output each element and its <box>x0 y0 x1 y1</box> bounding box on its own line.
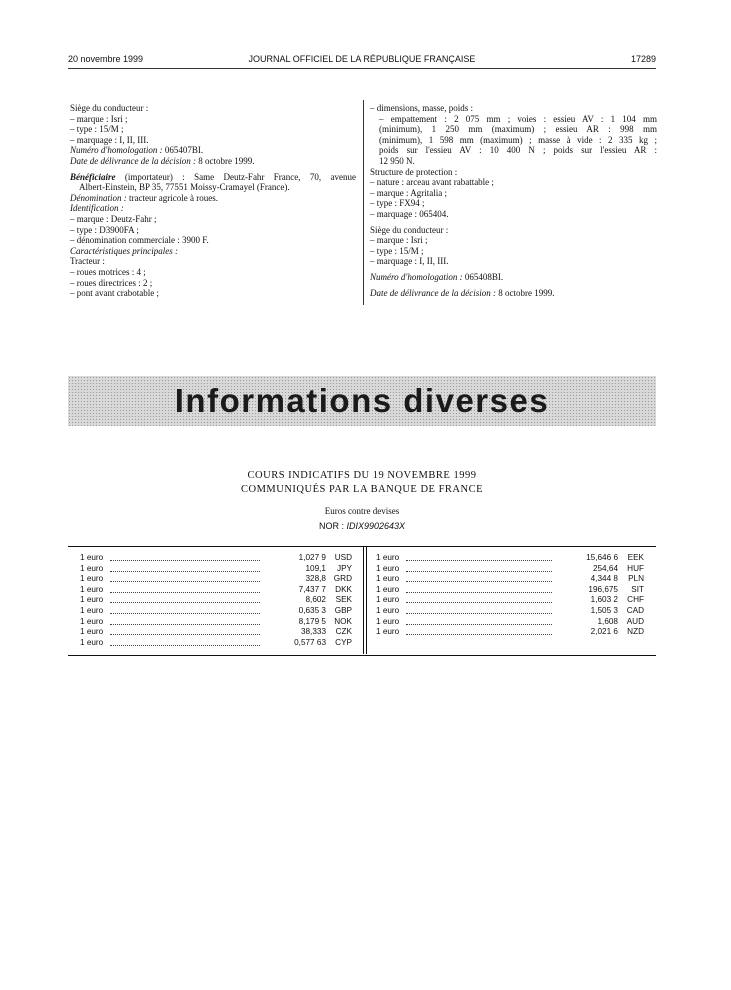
rates-divider <box>366 546 367 654</box>
structure-marquage: – marquage : 065404. <box>370 208 449 219</box>
rate-value: 2,021 6 <box>590 627 618 637</box>
roues-motrices: – roues motrices : 4 ; <box>70 266 146 277</box>
rate-label: 1 euro <box>376 605 400 615</box>
rate-row <box>376 606 644 617</box>
rate-value: 1,608 <box>597 616 618 626</box>
rate-label: 1 euro <box>80 574 104 584</box>
rate-label: 1 euro <box>80 637 104 647</box>
leader-dots <box>110 571 260 572</box>
rate-row <box>80 595 352 606</box>
rate-row <box>80 606 352 617</box>
leader-dots <box>406 602 552 603</box>
rate-currency: CAD <box>626 605 644 615</box>
rate-row <box>80 638 352 649</box>
rate-row <box>80 617 352 628</box>
right-column <box>370 103 657 298</box>
rate-currency: JPY <box>336 563 352 573</box>
nor-code: IDIX9902643X <box>346 521 406 531</box>
ident-marque: – marque : Deutz-Fahr ; <box>70 213 157 224</box>
date-label: Date de délivrance de la décision : <box>70 155 196 166</box>
denomination-label: Dénomination : <box>70 192 127 203</box>
roues-directrices: – roues directrices : 2 ; <box>70 277 153 288</box>
rate-row <box>80 564 352 575</box>
cours-subtitle: Euros contre devises <box>324 506 400 516</box>
banner-title: Informations diverses <box>174 382 550 419</box>
rates-left-list <box>80 553 352 648</box>
leader-dots <box>406 560 552 561</box>
rate-currency: GBP <box>334 605 352 615</box>
siege-type-2: – type : 15/M ; <box>370 245 424 256</box>
cours-title-line2: COMMUNIQUÉS PAR LA BANQUE DE FRANCE <box>240 484 483 495</box>
structure-title: Structure de protection : <box>370 166 458 177</box>
rate-row <box>80 627 352 638</box>
rate-value: 15,646 6 <box>586 553 618 562</box>
left-column <box>70 103 356 299</box>
structure-marque: – marque : Agritalia ; <box>370 187 447 198</box>
beneficiaire-text: (importateur) : Same Deutz-Fahr France, 70, avenue <box>124 171 357 182</box>
rate-label: 1 euro <box>376 563 400 573</box>
rate-currency: GRD <box>333 574 352 584</box>
leader-dots <box>110 592 260 593</box>
rate-currency: SIT <box>631 584 644 594</box>
tracteur-label: Tracteur : <box>70 256 105 267</box>
column-divider <box>363 100 364 305</box>
rate-currency: SEK <box>335 595 352 605</box>
rates-right-list <box>376 553 644 638</box>
siege-marque-2: – marque : Isri ; <box>370 235 428 246</box>
rate-label: 1 euro <box>376 574 400 584</box>
siege-type: – type : 15/M ; <box>70 124 124 135</box>
header-rule <box>68 68 656 69</box>
date-value-2: 8 octobre 1999. <box>498 287 555 298</box>
nor-reference <box>68 521 656 531</box>
denomination <box>70 193 356 204</box>
rate-label: 1 euro <box>80 553 104 562</box>
siege-marquage-2: – marquage : I, II, III. <box>370 256 449 267</box>
rates-divider <box>363 546 364 654</box>
rate-label: 1 euro <box>376 584 400 594</box>
rate-currency: CHF <box>627 595 644 605</box>
empattement-line4: poids sur l'essieu AV : 10 400 N ; poids sur l'essieu AR : <box>379 145 657 156</box>
leader-dots <box>110 624 260 625</box>
rate-value: 196,675 <box>588 584 618 594</box>
numero-homologation-2 <box>370 272 657 283</box>
rate-currency: EEK <box>627 553 644 562</box>
leader-dots <box>406 571 552 572</box>
empattement-line1: – empattement : 2 075 mm ; voies : essieu AV : 1 104 mm <box>379 113 657 124</box>
rate-value: 8,179 5 <box>298 616 326 626</box>
numero-value: 065407BI. <box>164 145 204 156</box>
rate-currency: NZD <box>627 627 644 637</box>
leader-dots <box>406 634 552 635</box>
leader-dots <box>406 613 552 614</box>
rate-row <box>376 564 644 575</box>
rate-row <box>80 553 352 564</box>
empattement-line3: (minimum), 1 598 mm (maximum) ; masse à vide : 2 335 kg ; <box>379 134 657 145</box>
numero-label-2: Numéro d'homologation : <box>370 271 463 282</box>
rate-value: 8,602 <box>305 595 326 605</box>
rate-value: 38,333 <box>300 627 326 637</box>
rate-row <box>376 627 644 638</box>
rate-row <box>80 585 352 596</box>
rate-label: 1 euro <box>80 595 104 605</box>
leader-dots <box>110 613 260 614</box>
empattement-line2: (minimum), 1 250 mm (maximum) ; essieu AR : 998 mm <box>379 124 657 135</box>
empattement-line5: 12 950 N. <box>379 155 415 166</box>
leader-dots <box>110 560 260 561</box>
beneficiaire-line1 <box>70 172 356 183</box>
header-date: 20 novembre 1999 <box>68 54 144 64</box>
rate-label: 1 euro <box>376 553 400 562</box>
leader-dots <box>406 581 552 582</box>
date-delivrance-2 <box>370 288 657 299</box>
rate-label: 1 euro <box>80 605 104 615</box>
beneficiaire-line2: Albert-Einstein, BP 35, 77551 Moissy-Cramayel (France). <box>79 182 290 193</box>
rate-row <box>80 574 352 585</box>
rate-value: 1,027 9 <box>298 553 326 562</box>
leader-dots <box>406 592 552 593</box>
section-banner <box>68 376 656 426</box>
rate-value: 0,635 3 <box>298 605 326 615</box>
identification-label: Identification : <box>70 203 124 214</box>
leader-dots <box>110 581 260 582</box>
rate-value: 4,344 8 <box>590 574 618 584</box>
siege-title: Siège du conducteur : <box>70 103 149 113</box>
structure-nature: – nature : arceau avant rabattable ; <box>370 177 494 188</box>
rate-value: 109,1 <box>305 563 326 573</box>
caracteristiques-label: Caractéristiques principales : <box>70 245 178 256</box>
rate-value: 1,603 2 <box>590 595 618 605</box>
rate-row <box>376 585 644 596</box>
cours-title-line1: COURS INDICATIFS DU 19 NOVEMBRE 1999 <box>247 470 477 481</box>
rate-currency: AUD <box>626 616 644 626</box>
date-label-2: Date de délivrance de la décision : <box>370 287 496 298</box>
numero-homologation <box>70 145 356 156</box>
rate-label: 1 euro <box>80 616 104 626</box>
rate-label: 1 euro <box>80 563 104 573</box>
dimensions-title: – dimensions, masse, poids : <box>370 103 473 113</box>
page-number: 17289 <box>630 54 656 64</box>
siege-marque: – marque : Isri ; <box>70 113 128 124</box>
rate-currency: CZK <box>335 627 352 637</box>
siege-marquage: – marquage : I, II, III. <box>70 134 149 145</box>
leader-dots <box>110 634 260 635</box>
denomination-value: tracteur agricole à roues. <box>129 192 218 203</box>
rate-value: 0,577 63 <box>294 637 326 647</box>
pont-avant: – pont avant crabotable ; <box>70 288 159 299</box>
date-value: 8 octobre 1999. <box>198 155 255 166</box>
rate-currency: USD <box>334 553 352 562</box>
rate-row <box>376 574 644 585</box>
rate-currency: HUF <box>627 563 644 573</box>
rate-label: 1 euro <box>376 627 400 637</box>
rate-value: 7,437 7 <box>298 584 326 594</box>
ident-type: – type : D3900FA ; <box>70 224 139 235</box>
page-header <box>68 54 656 68</box>
leader-dots <box>110 602 260 603</box>
rate-value: 254,64 <box>592 563 618 573</box>
siege-title-2: Siège du conducteur : <box>370 224 449 235</box>
numero-label: Numéro d'homologation : <box>70 145 163 156</box>
structure-type: – type : FX94 ; <box>370 198 425 209</box>
rate-currency: PLN <box>628 574 644 584</box>
rate-value: 328,8 <box>305 574 326 584</box>
rate-currency: CYP <box>335 637 352 647</box>
rate-label: 1 euro <box>376 595 400 605</box>
ident-denomination: – dénomination commerciale : 3900 F. <box>70 235 209 246</box>
nor-label: NOR : <box>318 521 344 531</box>
rate-label: 1 euro <box>80 584 104 594</box>
rate-label: 1 euro <box>376 616 400 626</box>
beneficiaire-label: Bénéficiaire <box>70 171 116 182</box>
rate-label: 1 euro <box>80 627 104 637</box>
leader-dots <box>406 624 552 625</box>
numero-value-2: 065408BI. <box>464 271 504 282</box>
date-delivrance <box>70 156 356 167</box>
rate-value: 1,505 3 <box>590 605 618 615</box>
rate-row <box>376 617 644 628</box>
rate-row <box>376 595 644 606</box>
rate-currency: NOK <box>334 616 352 626</box>
rate-row <box>376 553 644 564</box>
journal-title: JOURNAL OFFICIEL DE LA RÉPUBLIQUE FRANÇAISE <box>248 54 476 64</box>
rate-currency: DKK <box>335 584 352 594</box>
leader-dots <box>110 645 260 646</box>
